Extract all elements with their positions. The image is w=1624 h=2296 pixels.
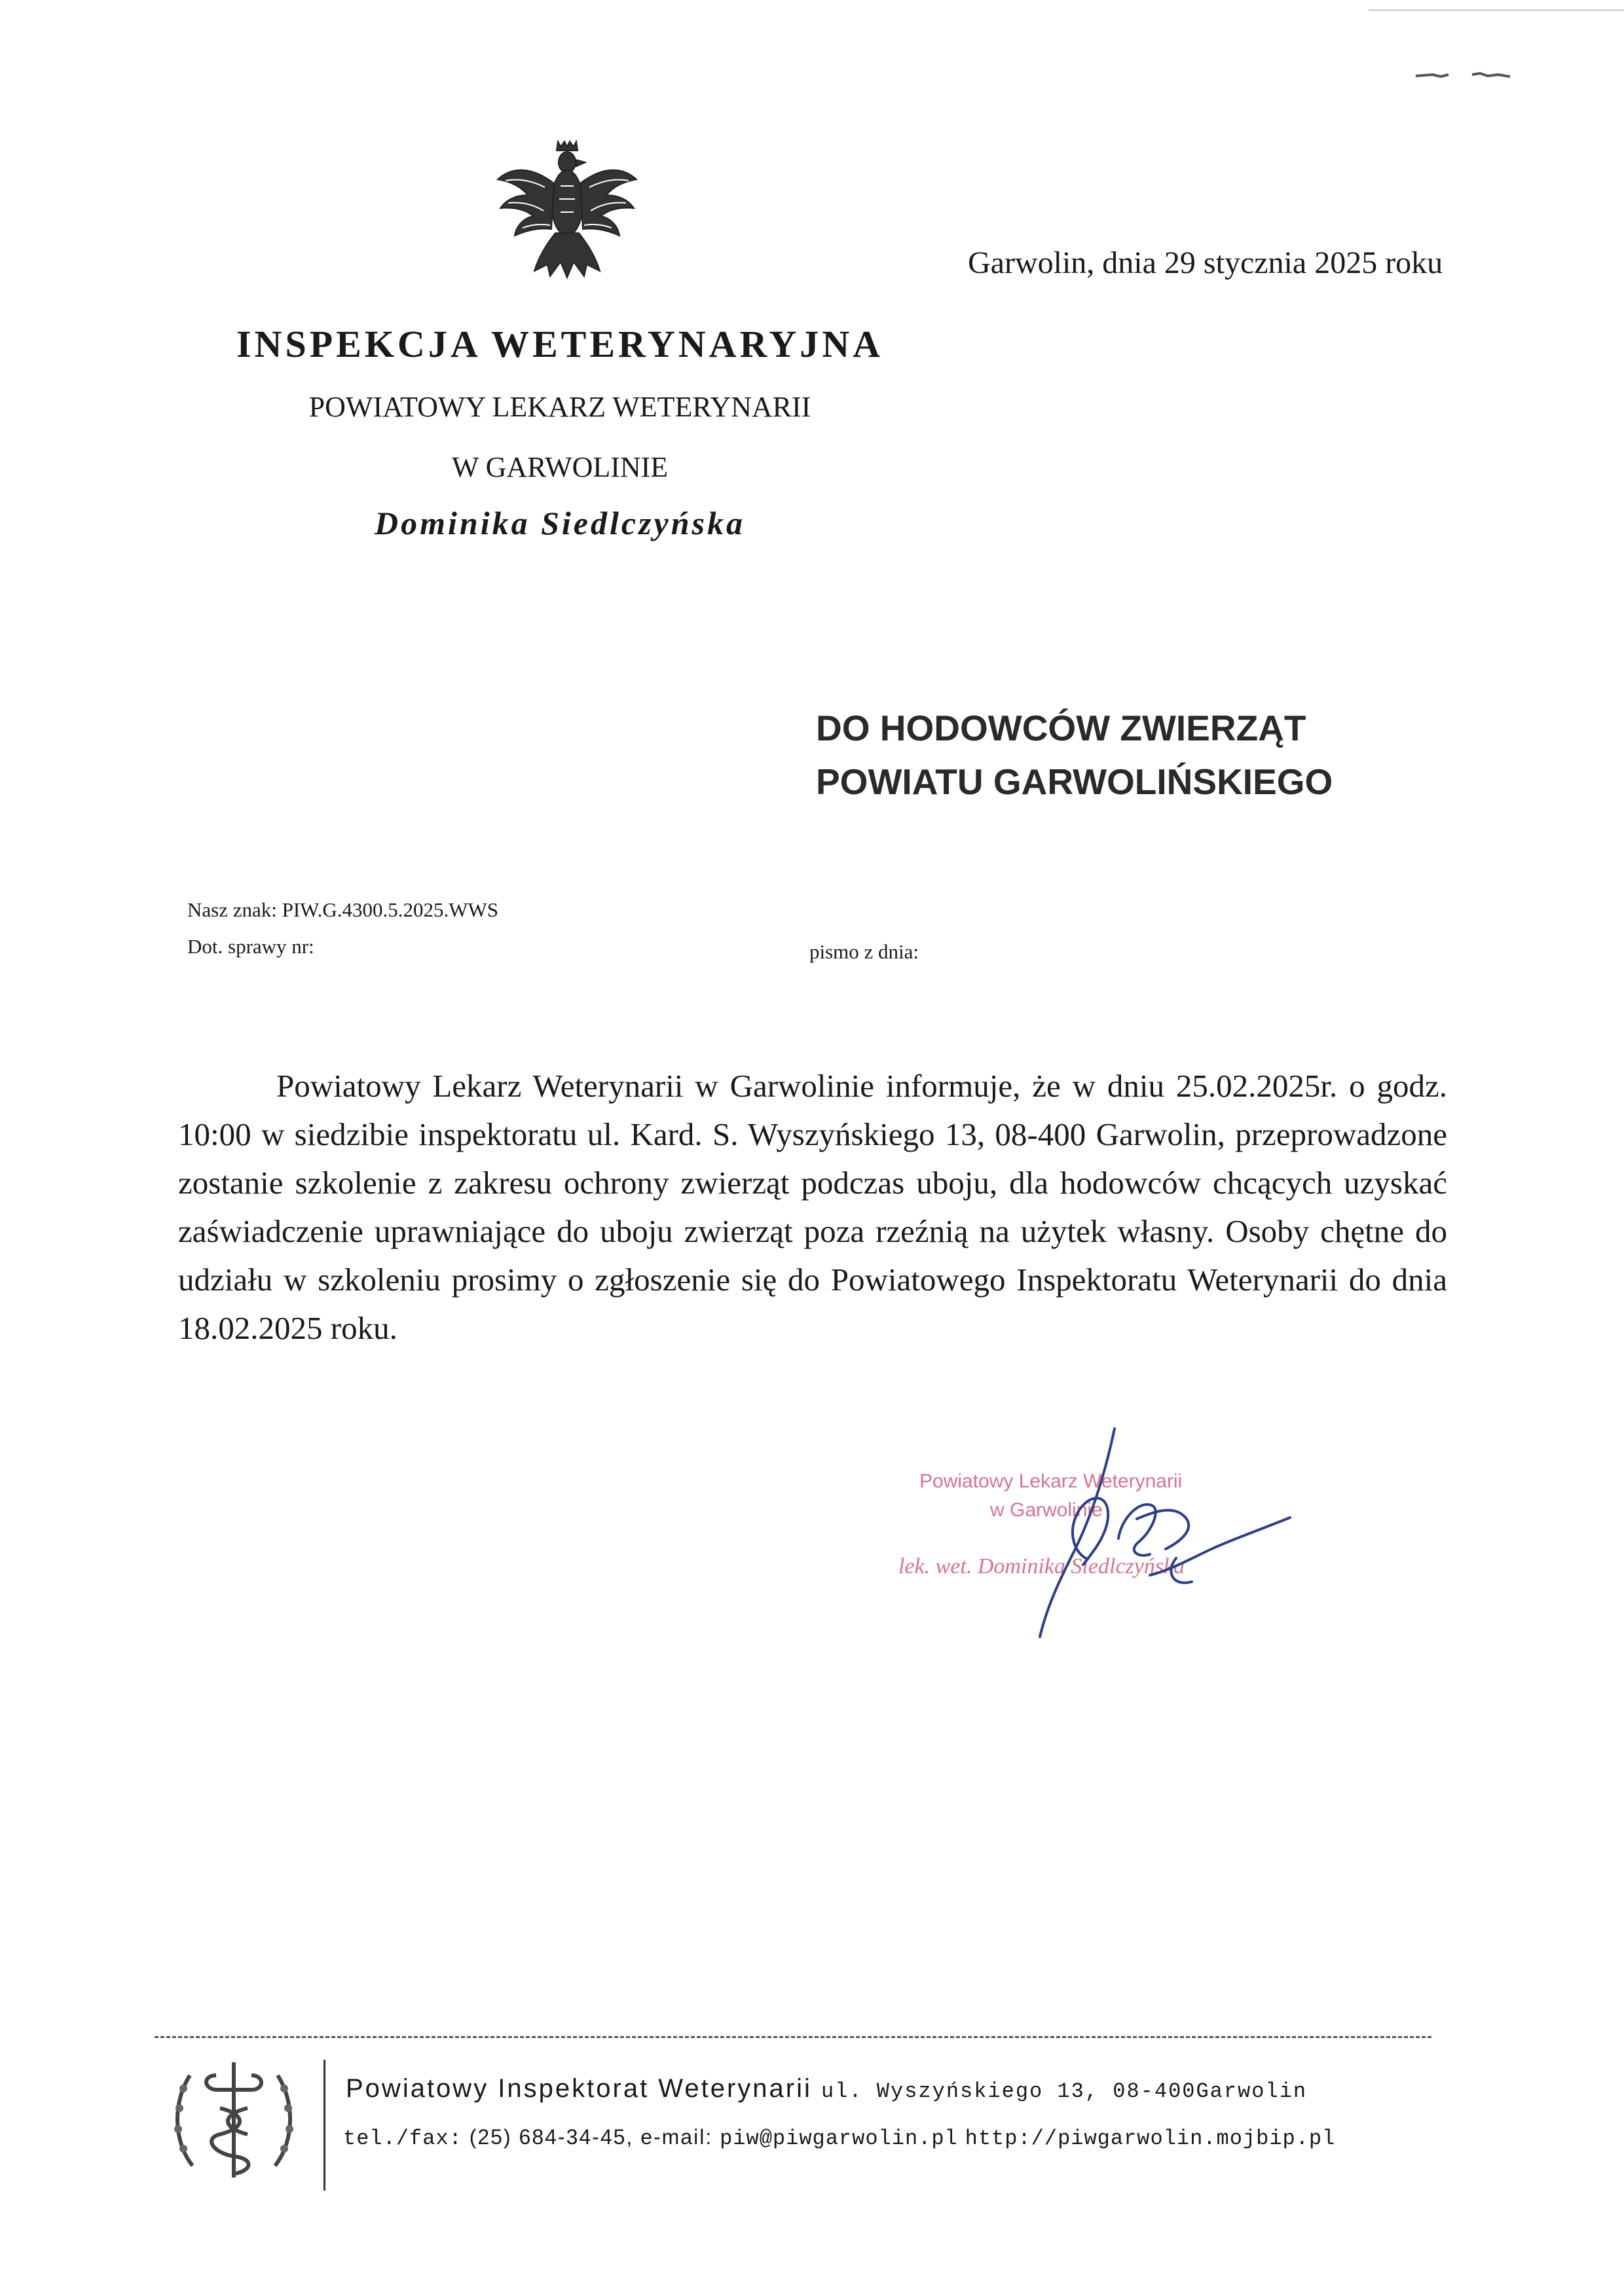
stamp-line-1: Powiatowy Lekarz Weterynarii	[919, 1470, 1183, 1492]
footer-website[interactable]: http://piwgarwolin.mojbip.pl	[965, 2126, 1336, 2151]
polish-eagle-emblem	[492, 140, 642, 289]
footer-email-label: e-mail:	[640, 2125, 713, 2149]
officer-name: Dominika Siedlczyńska	[375, 505, 745, 541]
handwritten-signature	[943, 1421, 1310, 1656]
caduceus-logo-icon	[164, 2049, 304, 2188]
footer-line-2	[343, 2125, 1335, 2151]
addressee-line-2: POWIATU GARWOLIŃSKIEGO	[816, 761, 1333, 802]
footer-org: Powiatowy Inspektorat Weterynarii	[346, 2074, 812, 2103]
reference-case-number: Dot. sprawy nr:	[187, 935, 314, 958]
addressee-line-1: DO HODOWCÓW ZWIERZĄT	[816, 708, 1306, 748]
footer-email[interactable]: piw@piwgarwolin.pl	[720, 2126, 958, 2151]
office-title: POWIATOWY LEKARZ WETERYNARII	[308, 391, 811, 423]
footer-phone: (25) 684-34-45,	[469, 2125, 634, 2149]
reference-letter-date: pismo z dnia:	[809, 940, 919, 963]
stamp-line-2: w Garwolinie	[990, 1499, 1103, 1521]
reference-our-sign: Nasz znak: PIW.G.4300.5.2025.WWS	[187, 898, 498, 921]
office-location: W GARWOLINIE	[451, 451, 669, 483]
footer-address: ul. Wyszyńskiego 13, 08-400Garwolin	[821, 2079, 1308, 2104]
institution-name: INSPEKCJA WETERYNARYJNA	[236, 323, 884, 365]
document-date: Garwolin, dnia 29 stycznia 2025 roku	[968, 246, 1443, 280]
footer-separator-bar	[323, 2060, 325, 2191]
footer-divider	[155, 2036, 1431, 2038]
scan-edge-line	[1369, 9, 1624, 11]
letter-body: Powiatowy Lekarz Weterynarii w Garwolinie informuje, że w dniu 25.02.2025r. o godz. 10:00 w siedzibie inspektoratu ul. Kard. S. Wyszyńskiego 13, 08-400 Garwolin, przeprowadzone zostanie szkolenie z zakresu ochrony zwierząt podczas uboju, dla hodowców chcących uzyskać zaświadczenie uprawniające do uboju zwierząt poza rzeźnią na użytek własny. Osoby chętne do udziału w szkoleniu prosimy o zgłoszenie się do Powiatowego Inspektoratu Weterynarii do dnia 18.02.2025 roku.	[178, 1068, 1447, 1346]
footer-phone-label: tel./fax:	[343, 2126, 462, 2151]
stamp-line-3: lek. wet. Dominika Siedlczyńska	[898, 1554, 1185, 1578]
scan-artifact-mark	[1414, 71, 1513, 81]
footer-line-1	[346, 2074, 1307, 2104]
